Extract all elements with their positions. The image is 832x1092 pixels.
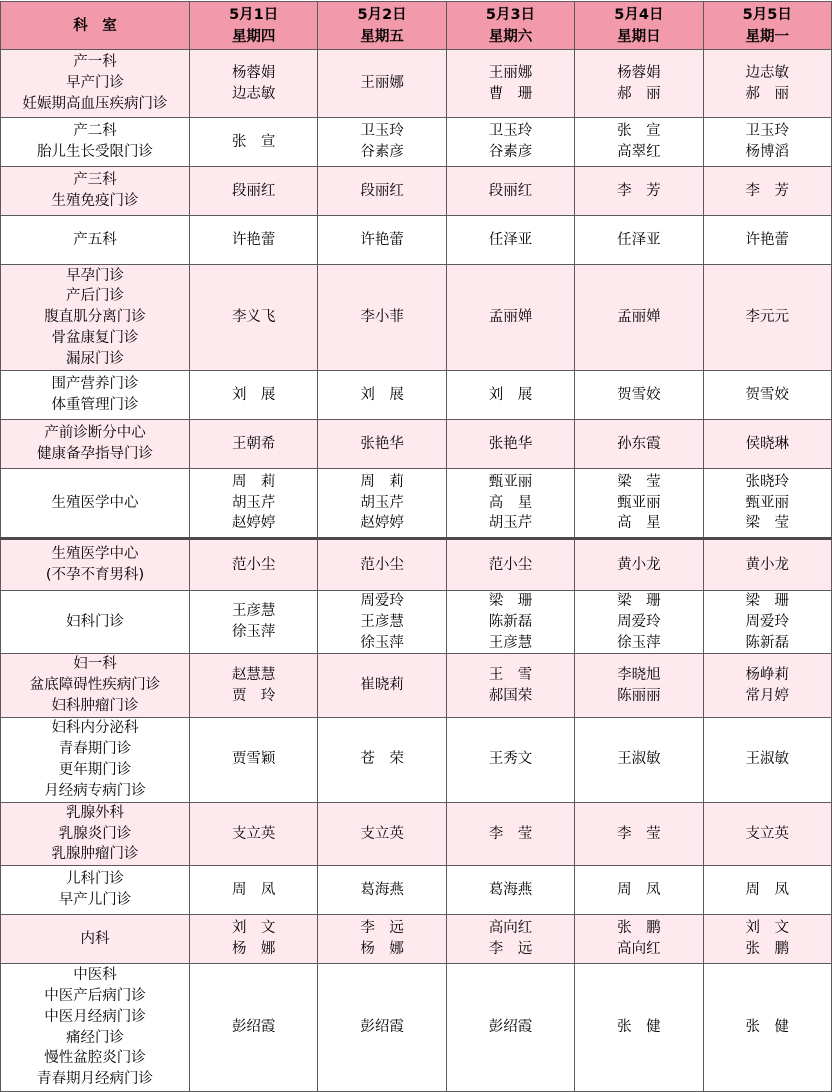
doctor-name: 高向红 [617,941,661,958]
doctor-name: 梁 珊 [617,593,661,609]
doctor-name: 李元元 [745,309,789,326]
doctor-cell [703,420,831,469]
schedule-row [1,469,832,539]
day-date: 5月3日 [485,6,536,23]
doctor-name: 张艳华 [360,435,404,452]
dept-name: 月经病专病门诊 [44,782,146,799]
doctor-name: 李 远 [488,941,533,958]
doctor-name: 赵婷婷 [360,515,404,532]
schedule-row [1,539,832,591]
day-weekday: 星期四 [231,28,276,45]
doctor-name: 曹 珊 [488,85,533,102]
doctor-name: 常月婷 [745,687,789,704]
doctor-cell [446,654,574,717]
doctor-name: 张 宣 [617,123,661,140]
doctor-name: 孙东霞 [617,435,661,452]
doctor-name: 杨峥莉 [745,666,789,683]
doctor-name: 葛海燕 [488,881,533,898]
doctor-cell [703,915,831,964]
schedule-row [1,591,832,654]
doctor-name: 彭绍霞 [231,1019,276,1036]
doctor-cell [703,469,831,539]
doctor-name: 张 宣 [231,133,276,150]
dept-name: 中医月经病门诊 [44,1008,146,1025]
doctor-name: 郝国荣 [488,687,533,704]
dept-name: 腹直肌分离门诊 [44,309,146,326]
doctor-cell [318,539,446,591]
doctor-cell [190,964,318,1092]
day-weekday: 星期日 [617,28,661,45]
day-weekday: 星期一 [745,28,789,45]
doctor-cell [703,118,831,167]
doctor-cell [446,469,574,539]
dept-name: 生殖医学中心 [51,494,139,511]
doctor-cell [575,717,703,802]
dept-name: 生殖医学中心 [51,546,139,563]
dept-cell [1,802,190,865]
doctor-name: 徐玉萍 [231,624,276,641]
doctor-name: 范小尘 [360,556,404,573]
doctor-cell [703,717,831,802]
doctor-name: 周爱玲 [745,613,789,630]
doctor-cell [190,915,318,964]
dept-name: 骨盆康复门诊 [51,329,139,346]
doctor-cell [190,118,318,167]
doctor-name: 王秀文 [488,751,533,768]
doctor-name: 刘 展 [488,386,533,403]
doctor-name: 高 星 [617,515,661,532]
doctor-cell [446,915,574,964]
doctor-cell [703,371,831,420]
doctor-cell [575,964,703,1092]
doctor-cell [190,591,318,654]
doctor-cell [318,654,446,717]
dept-name: 早产门诊 [66,75,124,92]
dept-cell [1,591,190,654]
doctor-name: 张晓玲 [745,473,789,490]
doctor-name: 黄小龙 [745,556,789,573]
doctor-cell [446,539,574,591]
duty-schedule-table [0,1,832,1092]
doctor-cell [190,469,318,539]
doctor-cell [318,216,446,265]
doctor-name: 高向红 [488,920,533,937]
doctor-cell [703,654,831,717]
doctor-cell [318,802,446,865]
doctor-cell [575,420,703,469]
doctor-name: 高 星 [488,494,533,511]
doctor-name: 王朝希 [231,435,276,452]
doctor-name: 贾雪颖 [231,751,276,768]
doctor-name: 李义飞 [231,309,276,326]
dept-name: 围产营养门诊 [51,376,139,393]
day-date: 5月2日 [357,6,407,23]
doctor-name: 周爱玲 [360,593,404,609]
doctor-cell [703,167,831,216]
doctor-name: 张 鹏 [617,920,661,937]
doctor-name: 赵慧慧 [231,666,276,683]
schedule-row [1,371,832,420]
dept-name: 生殖免疫门诊 [51,193,139,209]
dept-name: 产前诊断分中心 [44,425,146,442]
doctor-cell [318,469,446,539]
doctor-name: 梁 莹 [617,473,661,490]
doctor-cell [318,371,446,420]
doctor-name: 王彦慧 [231,603,276,620]
dept-name: 慢性盆腔炎门诊 [44,1050,146,1067]
dept-cell [1,118,190,167]
doctor-cell [190,717,318,802]
dept-name: 产五科 [73,231,117,248]
doctor-name: 徐玉萍 [617,634,661,651]
dept-name: 青春期门诊 [58,740,132,757]
schedule-body [1,50,832,1092]
dept-name: 早孕门诊 [66,267,124,284]
doctor-cell [190,866,318,915]
doctor-name: 贺雪姣 [617,386,661,403]
doctor-cell [190,167,318,216]
dept-cell [1,167,190,216]
doctor-cell [575,802,703,865]
dept-name: 内科 [80,930,110,947]
doctor-name: 梁 珊 [745,593,789,609]
dept-name: 健康备孕指导门诊 [37,446,153,462]
doctor-cell [190,420,318,469]
dept-name: 体重管理门诊 [51,397,139,413]
dept-name: 盆底障碍性疾病门诊 [29,677,161,694]
doctor-cell [575,50,703,118]
dept-name: 漏尿门诊 [66,350,124,367]
doctor-name: 梁 莹 [745,515,789,532]
doctor-name: 周 莉 [231,473,276,490]
doctor-name: 边志敏 [231,85,276,102]
doctor-name: 梁 珊 [488,593,533,609]
doctor-cell [318,167,446,216]
doctor-name: 崔晓莉 [360,677,404,694]
doctor-cell [575,654,703,717]
doctor-cell [703,866,831,915]
doctor-cell [703,50,831,118]
doctor-cell [703,591,831,654]
schedule-row [1,265,832,371]
doctor-name: 彭绍霞 [488,1019,533,1036]
dept-name: 妇科门诊 [66,613,124,630]
day-date: 5月5日 [742,6,792,23]
doctor-name: 杨 娜 [231,941,276,958]
dept-cell [1,915,190,964]
doctor-cell [703,265,831,371]
doctor-name: 刘 展 [360,386,404,403]
dept-cell [1,964,190,1092]
dept-name: 中医产后病门诊 [44,988,146,1005]
doctor-name: 周 凤 [617,881,661,898]
dept-name: 妇科肿瘤门诊 [51,697,139,714]
doctor-name: 徐玉萍 [360,634,404,651]
dept-cell [1,371,190,420]
doctor-name: 卫玉玲 [488,123,533,140]
doctor-cell [446,118,574,167]
dept-name: 乳腺外科 [66,804,124,821]
dept-name: 妇科内分泌科 [51,720,139,737]
dept-cell [1,50,190,118]
doctor-name: 段丽红 [488,182,533,199]
doctor-name: 杨蓉娟 [231,64,276,81]
doctor-name: 王淑敏 [745,751,789,768]
day-header-2 [318,2,446,50]
header-row [1,2,832,50]
doctor-name: 王丽娜 [360,75,404,92]
dept-name: 产后门诊 [66,288,124,305]
doctor-cell [190,539,318,591]
doctor-name: 甄亚丽 [745,494,789,511]
dept-cell [1,866,190,915]
doctor-cell [446,420,574,469]
doctor-name: 卫玉玲 [745,123,789,140]
doctor-name: 葛海燕 [360,881,404,898]
doctor-cell [190,216,318,265]
doctor-cell [446,50,574,118]
doctor-cell [190,265,318,371]
doctor-name: 任泽亚 [617,231,661,248]
doctor-name: 贾 玲 [231,687,276,704]
doctor-cell [446,591,574,654]
dept-cell [1,265,190,371]
doctor-name: 王 雪 [488,666,533,683]
doctor-cell [190,50,318,118]
doctor-name: 王彦慧 [360,613,404,630]
doctor-name: 张艳华 [488,435,533,452]
dept-name: 中医科 [73,967,117,984]
doctor-cell [318,915,446,964]
dept-cell [1,539,190,591]
dept-name: 妊娠期高血压疾病门诊 [22,95,168,112]
doctor-name: 赵婷婷 [231,515,276,532]
dept-header: 科 室 [1,2,190,50]
day-header-1 [190,2,318,50]
doctor-cell [318,591,446,654]
doctor-name: 刘 文 [231,920,276,937]
schedule-row [1,915,832,964]
doctor-name: 谷素彦 [360,144,404,160]
doctor-name: 任泽亚 [488,231,533,248]
doctor-cell [575,265,703,371]
doctor-cell [575,216,703,265]
doctor-name: 边志敏 [745,64,789,81]
doctor-name: 谷素彦 [488,144,533,160]
doctor-cell [446,265,574,371]
doctor-cell [446,717,574,802]
day-header-5 [703,2,831,50]
doctor-name: 段丽红 [360,182,404,199]
schedule-row [1,802,832,865]
day-date: 5月4日 [614,6,664,23]
doctor-cell [318,50,446,118]
doctor-name: 王丽娜 [488,64,533,81]
doctor-name: 范小尘 [488,556,533,573]
doctor-name: 周 凤 [745,881,789,898]
doctor-name: 支立英 [745,825,789,842]
dept-cell [1,216,190,265]
doctor-name: 刘 展 [231,386,276,403]
doctor-cell [575,167,703,216]
dept-name: 青春期月经病门诊 [37,1071,153,1088]
doctor-name: 许艳蕾 [360,231,404,248]
schedule-row [1,654,832,717]
day-date: 5月1日 [229,6,279,23]
doctor-name: 范小尘 [231,556,276,573]
doctor-name: 王淑敏 [617,751,661,768]
doctor-cell [575,371,703,420]
doctor-name: 陈新磊 [745,634,789,651]
doctor-cell [318,420,446,469]
doctor-name: 郝 丽 [745,85,789,102]
doctor-name: 彭绍霞 [360,1019,404,1036]
doctor-cell [446,964,574,1092]
doctor-name: 李 芳 [745,182,789,199]
schedule-row [1,50,832,118]
doctor-cell [575,591,703,654]
doctor-name: 周 莉 [360,473,404,490]
doctor-name: 段丽红 [231,182,276,199]
doctor-cell [318,118,446,167]
doctor-cell [318,866,446,915]
doctor-name: 高翠红 [617,144,661,160]
schedule-row [1,118,832,167]
doctor-name: 陈新磊 [488,613,533,630]
doctor-name: 苍 荣 [360,751,404,768]
dept-name: 早产儿门诊 [58,892,132,909]
doctor-cell [190,802,318,865]
doctor-name: 贺雪姣 [745,386,789,403]
doctor-name: 黄小龙 [617,556,661,573]
doctor-name: 刘 文 [745,920,789,937]
day-weekday: 星期六 [488,28,533,45]
schedule-row [1,167,832,216]
doctor-cell [575,915,703,964]
doctor-name: 胡玉芹 [231,494,276,511]
doctor-name: 李 莹 [617,825,661,842]
doctor-name: 张 鹏 [745,941,789,958]
doctor-name: 李 芳 [617,182,661,199]
doctor-name: 张 健 [617,1019,661,1036]
doctor-name: 王彦慧 [488,634,533,651]
dept-name: 乳腺炎门诊 [58,825,132,842]
doctor-name: 李 远 [360,920,404,937]
doctor-name: 杨博滔 [745,144,789,160]
schedule-row [1,216,832,265]
dept-cell [1,420,190,469]
doctor-cell [703,539,831,591]
dept-cell [1,654,190,717]
doctor-name: 侯晓琳 [745,435,789,452]
doctor-name: 陈丽丽 [617,687,661,704]
dept-name: 产二科 [73,123,117,140]
doctor-name: 支立英 [231,825,276,842]
doctor-cell [318,717,446,802]
doctor-name: 胡玉芹 [488,515,533,532]
dept-cell [1,469,190,539]
doctor-cell [190,654,318,717]
day-header-3 [446,2,574,50]
dept-name: 痛经门诊 [66,1029,124,1046]
doctor-name: 甄亚丽 [617,494,661,511]
doctor-name: 杨蓉娟 [617,64,661,81]
doctor-name: 周爱玲 [617,613,661,630]
doctor-cell [446,802,574,865]
dept-name: (不孕不育男科) [45,567,145,583]
doctor-cell [703,216,831,265]
doctor-cell [190,371,318,420]
doctor-cell [575,539,703,591]
dept-name: 胎儿生长受限门诊 [37,144,153,160]
doctor-name: 许艳蕾 [745,231,789,248]
doctor-cell [703,802,831,865]
dept-name: 产一科 [73,54,117,71]
doctor-name: 支立英 [360,825,404,842]
doctor-cell [446,371,574,420]
dept-name: 乳腺肿瘤门诊 [51,846,139,863]
doctor-name: 许艳蕾 [231,231,276,248]
schedule-row [1,420,832,469]
doctor-name: 郝 丽 [617,85,661,102]
doctor-cell [318,964,446,1092]
doctor-cell [446,866,574,915]
doctor-cell [446,216,574,265]
doctor-name: 李小菲 [360,309,404,326]
doctor-name: 周 凤 [231,881,276,898]
schedule-row [1,717,832,802]
dept-name: 儿科门诊 [66,871,124,888]
doctor-cell [575,469,703,539]
schedule-row [1,866,832,915]
day-header-4 [575,2,703,50]
doctor-cell [575,118,703,167]
doctor-name: 李晓旭 [617,666,661,683]
doctor-name: 杨 娜 [360,941,404,958]
doctor-cell [446,167,574,216]
doctor-cell [318,265,446,371]
doctor-name: 李 莹 [488,825,533,842]
day-weekday: 星期五 [360,28,404,45]
doctor-name: 孟丽婵 [617,309,661,326]
doctor-cell [575,866,703,915]
doctor-name: 卫玉玲 [360,123,404,140]
doctor-name: 孟丽婵 [488,309,533,326]
dept-cell [1,717,190,802]
dept-name: 妇一科 [73,656,117,673]
doctor-name: 张 健 [745,1019,789,1036]
doctor-cell [703,964,831,1092]
doctor-name: 胡玉芹 [360,494,404,511]
dept-name: 产三科 [73,172,117,189]
dept-name: 更年期门诊 [58,761,132,778]
schedule-row [1,964,832,1092]
doctor-name: 甄亚丽 [488,473,533,490]
